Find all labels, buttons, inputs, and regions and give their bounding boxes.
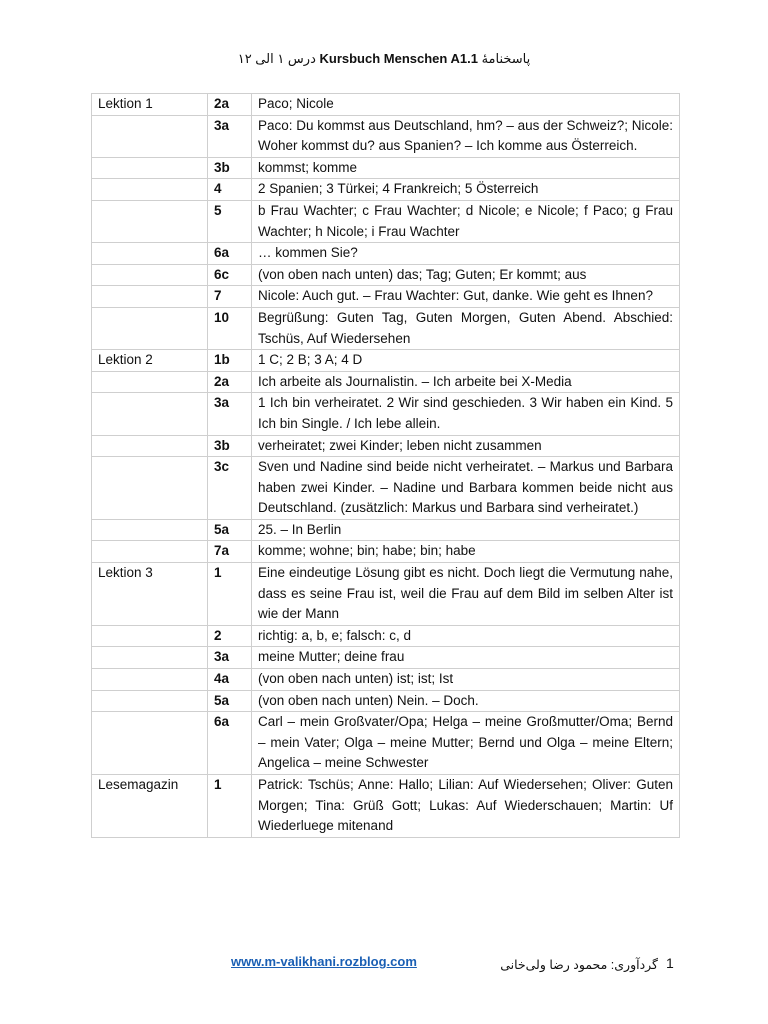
task-cell: 3c [208,457,252,520]
table-row [92,541,680,563]
answer-cell: Eine eindeutige Lösung gibt es nicht. Doch liegt die Vermutung nahe, dass es seine Frau ist, weil die Frau auf dem Bild im selben Alter ist wie der Mann [252,563,680,626]
answer-cell: meine Mutter; deine frau [252,647,680,669]
task-cell: 3a [208,647,252,669]
lesson-cell [92,286,208,308]
task-cell: 3b [208,157,252,179]
answer-cell: (von oben nach unten) Nein. – Doch. [252,690,680,712]
lesson-cell [92,371,208,393]
answer-cell: Paco; Nicole [252,94,680,116]
lesson-cell [92,712,208,775]
table-row [92,690,680,712]
answer-cell: b Frau Wachter; c Frau Wachter; d Nicole; e Nicole; f Paco; g Frau Wachter; h Nicole; i Frau Wachter [252,200,680,242]
lesson-cell [92,243,208,265]
page-number: 1 [666,955,674,971]
table-row [92,179,680,201]
table-row [92,563,680,626]
lesson-cell [92,435,208,457]
answer-key-body [92,94,680,838]
task-cell: 3b [208,435,252,457]
website-link[interactable]: www.m-valikhani.rozblog.com [231,954,417,969]
answer-cell: (von oben nach unten) ist; ist; Ist [252,669,680,691]
table-row [92,371,680,393]
lesson-cell [92,264,208,286]
answer-cell: 1 C; 2 B; 3 A; 4 D [252,350,680,372]
table-row [92,350,680,372]
answer-cell: richtig: a, b, e; falsch: c, d [252,625,680,647]
task-cell: 5 [208,200,252,242]
table-row [92,519,680,541]
task-cell: 7a [208,541,252,563]
lesson-cell [92,541,208,563]
table-row [92,669,680,691]
lesson-cell [92,200,208,242]
table-row [92,647,680,669]
answer-key-table [91,93,680,838]
lesson-cell [92,669,208,691]
task-cell: 6a [208,243,252,265]
header-title-latin: Kursbuch Menschen A1.1 [319,51,478,66]
task-cell: 5a [208,519,252,541]
answer-cell: … kommen Sie? [252,243,680,265]
task-cell: 2a [208,371,252,393]
header-title-suffix: درس ۱ الی ۱۲ [237,51,316,66]
answer-cell: verheiratet; zwei Kinder; leben nicht zusammen [252,435,680,457]
answer-cell: 25. – In Berlin [252,519,680,541]
lesson-cell [92,457,208,520]
table-row [92,712,680,775]
lesson-cell [92,625,208,647]
lesson-cell [92,179,208,201]
task-cell: 1 [208,775,252,838]
lesson-cell [92,157,208,179]
task-cell: 7 [208,286,252,308]
task-cell: 4 [208,179,252,201]
table-row [92,457,680,520]
answer-cell: Patrick: Tschüs; Anne: Hallo; Lilian: Auf Wiedersehen; Oliver: Guten Morgen; Tina: Grüß Gott; Lukas: Auf Wiederschauen; Martin: Uf Wiederluege mitenand [252,775,680,838]
lesson-cell [92,690,208,712]
lesson-cell [92,647,208,669]
lesson-cell [92,519,208,541]
task-cell: 6c [208,264,252,286]
table-row [92,243,680,265]
answer-cell: Ich arbeite als Journalistin. – Ich arbeite bei X-Media [252,371,680,393]
task-cell: 5a [208,690,252,712]
task-cell: 10 [208,307,252,349]
answer-cell: (von oben nach unten) das; Tag; Guten; Er kommt; aus [252,264,680,286]
lesson-cell: Lektion 3 [92,563,208,626]
task-cell: 2a [208,94,252,116]
table-row [92,775,680,838]
lesson-cell: Lesemagazin [92,775,208,838]
answer-cell: Sven und Nadine sind beide nicht verheiratet. – Markus und Barbara haben zwei Kinder. – Nadine und Barbara kommen beide nicht aus Deutschland. (zusätzlich: Markus und Barbara sind verheiratet.) [252,457,680,520]
task-cell: 6a [208,712,252,775]
lesson-cell: Lektion 2 [92,350,208,372]
table-row [92,157,680,179]
answer-cell: 1 Ich bin verheiratet. 2 Wir sind geschieden. 3 Wir haben ein Kind. 5 Ich bin Single. / Ich lebe allein. [252,393,680,435]
lesson-cell [92,307,208,349]
lesson-cell [92,393,208,435]
table-row [92,393,680,435]
task-cell: 2 [208,625,252,647]
table-row [92,115,680,157]
answer-cell: 2 Spanien; 3 Türkei; 4 Frankreich; 5 Österreich [252,179,680,201]
table-row [92,264,680,286]
page-header [0,50,768,68]
lesson-cell: Lektion 1 [92,94,208,116]
answer-cell: Carl – mein Großvater/Opa; Helga – meine Großmutter/Oma; Bernd – mein Vater; Olga – meine Mutter; Bernd und Olga – meine Eltern; Angelica – meine Schwester [252,712,680,775]
compiler-credit: گردآوری: محمود رضا ولی‌خانی [500,958,658,972]
table-row [92,200,680,242]
lesson-cell [92,115,208,157]
task-cell: 1b [208,350,252,372]
table-row [92,625,680,647]
task-cell: 3a [208,115,252,157]
task-cell: 3a [208,393,252,435]
task-cell: 4a [208,669,252,691]
table-row [92,286,680,308]
answer-cell: Begrüßung: Guten Tag, Guten Morgen, Guten Abend. Abschied: Tschüs, Auf Wiedersehen [252,307,680,349]
table-row [92,435,680,457]
answer-cell: Paco: Du kommst aus Deutschland, hm? – aus der Schweiz?; Nicole: Woher kommst du? aus Spanien? – Ich komme aus Österreich. [252,115,680,157]
table-row [92,307,680,349]
table-row [92,94,680,116]
answer-cell: Nicole: Auch gut. – Frau Wachter: Gut, danke. Wie geht es Ihnen? [252,286,680,308]
task-cell: 1 [208,563,252,626]
answer-cell: komme; wohne; bin; habe; bin; habe [252,541,680,563]
answer-cell: kommst; komme [252,157,680,179]
header-title-prefix: پاسخنامهٔ [481,51,531,66]
